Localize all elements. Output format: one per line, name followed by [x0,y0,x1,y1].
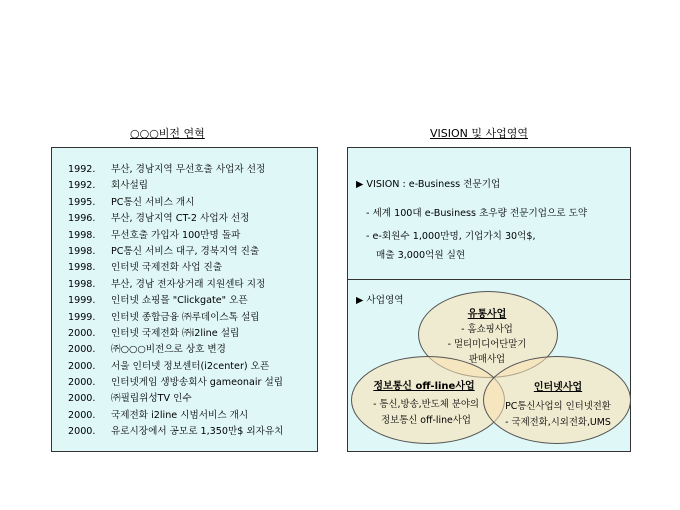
history-item [68,326,283,342]
business-title: ▶ 사업영역 [356,295,404,306]
history-year: 2000. [68,327,96,339]
history-item [68,391,283,407]
history-item [68,359,283,375]
history-item [68,408,283,424]
history-text: 부산, 경남지역 CT-2 사업자 선정 [111,213,250,225]
history-year: 1999. [68,311,96,323]
history-year: 2000. [68,360,96,372]
history-item [68,195,283,211]
offline-line: - 통신,방송,반도체 분야의 [373,399,479,410]
vision-target: - e-회원수 1,000만명, 기업가치 30억$, [366,231,536,242]
history-year: 1992. [68,164,96,175]
history-item [68,260,283,276]
history-text: 무선호출 가입자 100만명 돌파 [111,229,241,241]
history-item [68,375,283,391]
history-year: 2000. [68,409,96,421]
history-text: 인터넷 국제전화 사업 진출 [111,262,223,274]
history-panel [51,147,318,452]
history-text: 회사설립 [111,180,149,192]
history-item [68,424,283,440]
history-item [68,178,283,194]
vision-title: ▶ VISION : e-Business 전문기업 [356,179,501,190]
history-item [68,277,283,293]
panel-divider [348,279,630,280]
history-list [68,162,283,441]
history-year: 2000. [68,393,96,405]
vision-goal: - 세계 100대 e-Business 초우량 전문기업으로 도약 [366,208,588,219]
distribution-line: - 홈쇼핑사업 [461,324,513,335]
history-text: ㈜○○○비전으로 상호 변경 [111,344,226,356]
history-item [68,211,283,227]
history-year: 1995. [68,196,96,208]
history-heading: ○○○비전 연혁 [130,127,205,140]
history-item [68,293,283,309]
history-item [68,310,283,326]
history-item [68,244,283,260]
vision-target-sales: 매출 3,000억원 실현 [376,250,466,261]
history-item [68,162,283,178]
offline-line: 정보통신 off-line사업 [381,415,471,426]
history-text: PC통신 서비스 개시 [111,196,195,208]
vision-panel [347,147,631,452]
history-text: 국제전화 i2line 시범서비스 개시 [111,409,249,421]
distribution-title: 유통사업 [467,309,507,320]
internet-line: PC통신사업의 인터넷전환 [505,401,611,412]
history-year: 1998. [68,245,96,257]
history-year: 2000. [68,377,96,389]
history-year: 1999. [68,295,96,307]
history-year: 1998. [68,229,96,241]
history-year: 1998. [68,278,96,290]
history-text: 서울 인터넷 정보센터(i2center) 오픈 [111,360,270,372]
history-text: 유로시장에서 공모로 1,350만$ 외자유치 [111,426,284,438]
history-year: 2000. [68,344,96,356]
history-text: 인터넷 종합금융 ㈜루데이스톡 설립 [111,311,260,323]
history-text: PC통신 서비스 대구, 경북지역 진출 [111,245,260,257]
distribution-line: 판매사업 [468,354,506,365]
history-text: ㈜필립위성TV 인수 [111,393,192,405]
history-year: 1992. [68,180,96,192]
vision-heading: VISION 및 사업영역 [430,127,529,140]
history-item [68,342,283,358]
history-year: 1996. [68,213,96,225]
history-text: 부산, 경남 전자상거래 지원센타 지정 [111,278,266,290]
offline-title: 정보통신 off-line사업 [373,381,475,392]
history-text: 부산, 경남지역 무선호출 사업자 선정 [111,164,266,175]
internet-line: - 국제전화,시외전화,UMS [505,417,611,428]
history-year: 2000. [68,426,96,438]
internet-title: 인터넷사업 [533,382,583,393]
history-year: 1998. [68,262,96,274]
history-item [68,228,283,244]
history-text: 인터넷게임 생방송회사 gameonair 설립 [111,377,284,389]
history-text: 인터넷 쇼핑몰 "Clickgate" 오픈 [111,295,248,307]
history-text: 인터넷 국제전화 ㈜i2line 설립 [111,327,240,339]
distribution-line: - 멀티미디어단말기 [447,339,527,350]
